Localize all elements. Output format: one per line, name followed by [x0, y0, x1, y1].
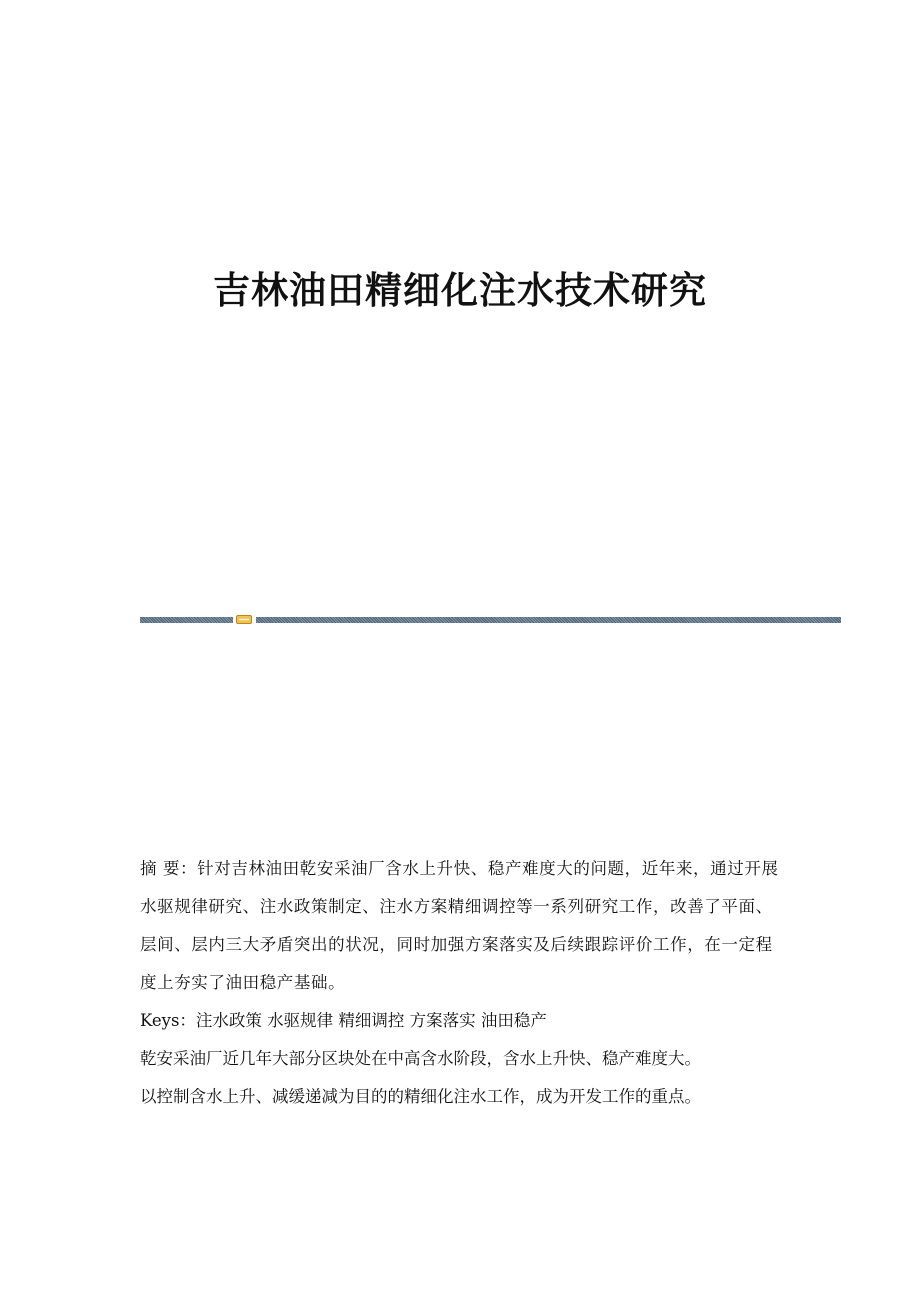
section-divider — [140, 614, 841, 626]
body-paragraph-1: 乾安采油厂近几年大部分区块处在中高含水阶段，含水上升快、稳产难度大。 — [140, 1049, 701, 1068]
divider-ornament-icon — [236, 615, 252, 624]
body-paragraph-2: 以控制含水上升、减缓递减为目的的精细化注水工作，成为开发工作的重点。 — [140, 1087, 701, 1106]
keywords-line: Keys：注水政策 水驱规律 精细调控 方案落实 油田稳产 — [140, 1011, 547, 1030]
divider-bar-left — [140, 617, 233, 623]
abstract-paragraph: 摘 要：针对吉林油田乾安采油厂含水上升快、稳产难度大的问题，近年来，通过开展水驱规律研究、注水政策制定、注水方案精细调控等一系列研究工作，改善了平面、层间、层内三大矛盾突出的状况，同时加强方案落实及后续跟踪评价工作，在一定程度上夯实了油田稳产基础。 — [140, 859, 779, 992]
document-body — [140, 850, 785, 1116]
divider-bar-right — [256, 617, 841, 623]
document-title: 吉林油田精细化注水技术研究 — [213, 268, 707, 312]
